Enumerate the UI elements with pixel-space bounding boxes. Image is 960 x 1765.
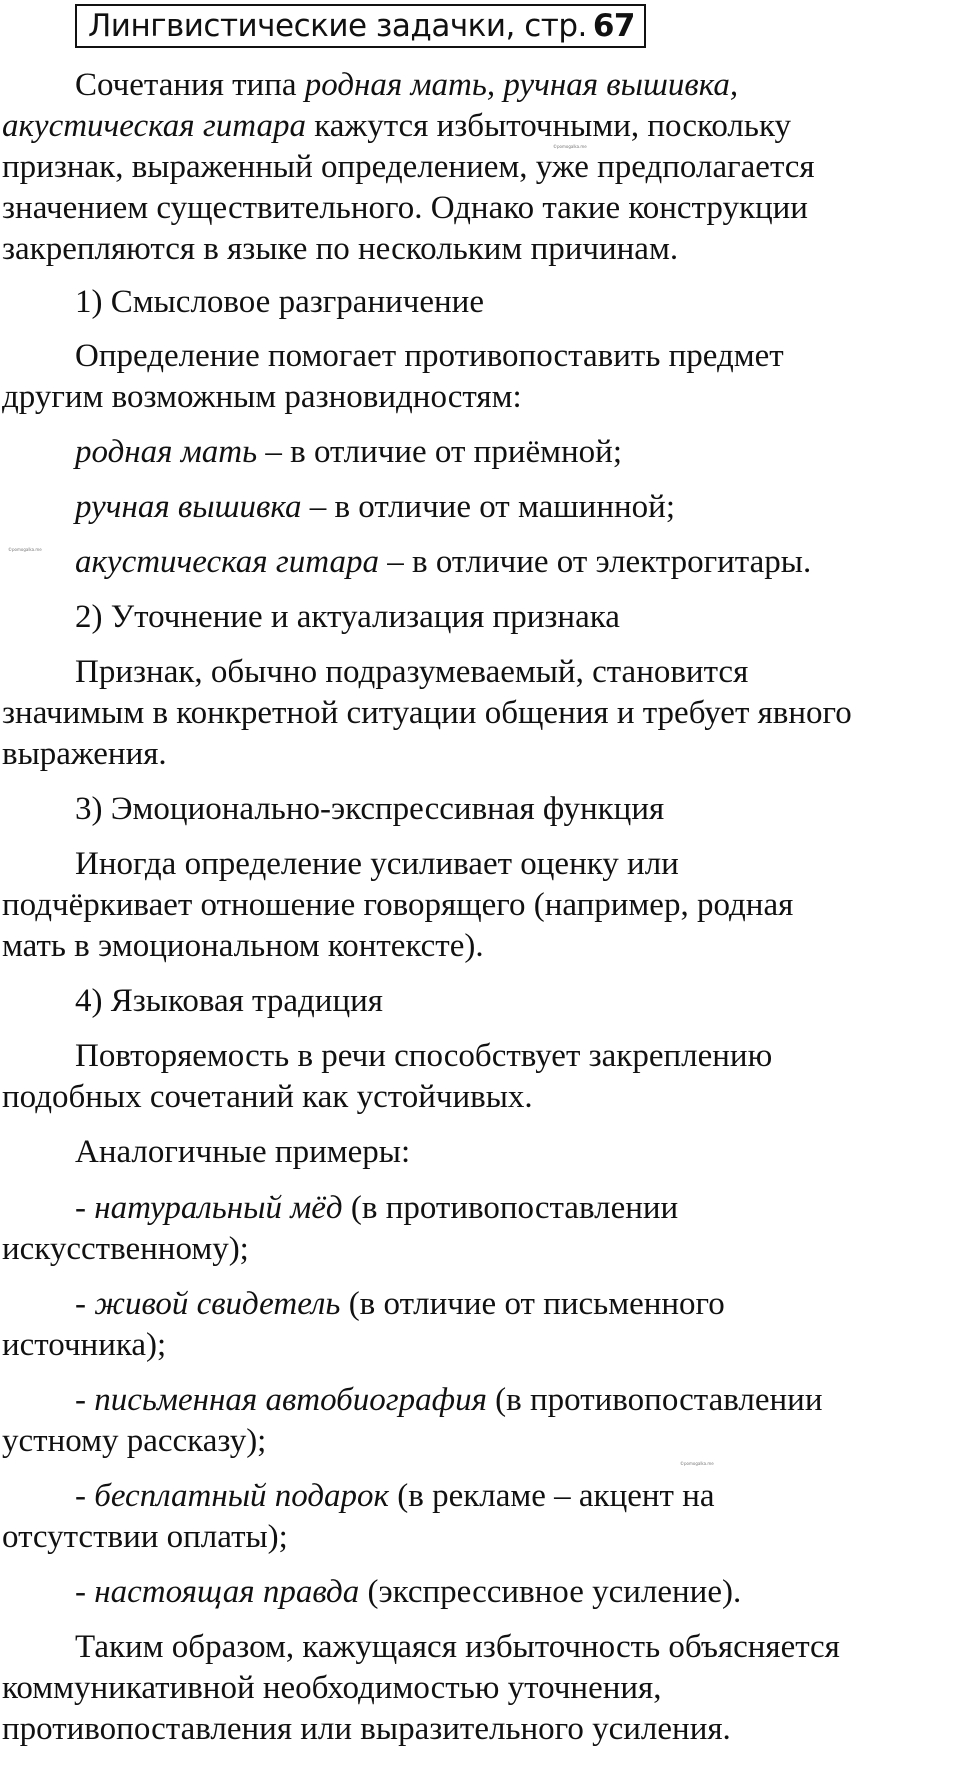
page-number: 67	[592, 7, 635, 44]
conclusion-line-2: коммуникативной необходимостью уточнения,	[2, 1670, 662, 1706]
list-dash: -	[75, 1286, 95, 1322]
example-text: (экспрессивное усиление).	[359, 1574, 742, 1610]
example-italic: ручная вышивка	[75, 489, 302, 525]
conclusion-line-3: противопоставления или выразительного усиления.	[2, 1711, 731, 1747]
analog-example-4	[75, 1476, 715, 1516]
example-italic: родная мать	[75, 434, 258, 470]
intro-example-italic: акустическая гитара	[2, 108, 306, 144]
header-title: Лингвистические задачки, стр.	[88, 7, 587, 44]
section-2-line-3: выражения.	[2, 736, 167, 772]
example-text: – в отличие от машинной;	[301, 489, 675, 525]
section-3-line-3: мать в эмоциональном контексте).	[2, 928, 484, 964]
example-italic: бесплатный подарок	[94, 1478, 389, 1514]
section-1-example-1	[75, 432, 622, 472]
section-1-line-1: Определение помогает противопоставить предмет	[75, 338, 784, 374]
example-text: (в рекламе – акцент на	[389, 1478, 715, 1514]
watermark-text: ©pomogalka.me	[680, 1461, 714, 1466]
watermark-text: ©pomogalka.me	[553, 144, 587, 149]
section-4-heading: 4) Языковая традиция	[75, 983, 383, 1019]
watermark-text: ©pomogalka.me	[8, 547, 42, 552]
intro-text: кажутся избыточными, поскольку	[305, 108, 792, 144]
section-3-line-1: Иногда определение усиливает оценку или	[75, 846, 679, 882]
section-1-example-3	[75, 542, 811, 582]
list-dash: -	[75, 1382, 95, 1418]
list-dash: -	[75, 1574, 95, 1610]
section-1-heading: 1) Смысловое разграничение	[75, 284, 484, 320]
page-header	[75, 4, 646, 48]
example-text: (в отличие от письменного	[340, 1286, 725, 1322]
example-italic: натуральный мёд	[94, 1190, 343, 1226]
analog-example-3	[75, 1380, 823, 1420]
examples-heading: Аналогичные примеры:	[75, 1134, 411, 1170]
section-2-heading: 2) Уточнение и актуализация признака	[75, 599, 620, 635]
list-dash: -	[75, 1190, 95, 1226]
list-dash: -	[75, 1478, 95, 1514]
section-3-heading: 3) Эмоционально-экспрессивная функция	[75, 791, 665, 827]
section-4-line-2: подобных сочетаний как устойчивых.	[2, 1079, 533, 1115]
analog-example-4-cont: отсутствии оплаты);	[2, 1519, 288, 1555]
section-1-line-2: другим возможным разновидностям:	[2, 379, 522, 415]
intro-line-4: значением существительного. Однако такие конструкции	[2, 190, 808, 226]
section-1-example-2	[75, 487, 675, 527]
analog-example-5	[75, 1572, 741, 1612]
section-2-line-2: значимым в конкретной ситуации общения и требует явного	[2, 695, 852, 731]
intro-line-5: закрепляются в языке по нескольким причинам.	[2, 231, 679, 267]
analog-example-2	[75, 1284, 725, 1324]
intro-text: Сочетания типа	[75, 67, 305, 103]
analog-example-1	[75, 1188, 678, 1228]
intro-example-italic: родная мать, ручная вышивка,	[304, 67, 739, 103]
intro-line-2	[2, 106, 791, 146]
example-text: (в противопоставлении	[486, 1382, 823, 1418]
analog-example-1-cont: искусственному);	[2, 1231, 249, 1267]
section-2-line-1: Признак, обычно подразумеваемый, становится	[75, 654, 749, 690]
example-italic: живой свидетель	[94, 1286, 341, 1322]
example-text: – в отличие от приёмной;	[257, 434, 622, 470]
intro-line-1	[75, 65, 738, 105]
intro-line-3: признак, выраженный определением, уже предполагается	[2, 149, 815, 185]
example-text: – в отличие от электрогитары.	[378, 544, 812, 580]
example-italic: акустическая гитара	[75, 544, 379, 580]
analog-example-2-cont: источника);	[2, 1327, 167, 1363]
example-italic: настоящая правда	[94, 1574, 360, 1610]
example-italic: письменная автобиография	[94, 1382, 487, 1418]
analog-example-3-cont: устному рассказу);	[2, 1423, 267, 1459]
section-4-line-1: Повторяемость в речи способствует закреплению	[75, 1038, 773, 1074]
conclusion-line-1: Таким образом, кажущаяся избыточность объясняется	[75, 1629, 840, 1665]
section-3-line-2: подчёркивает отношение говорящего (например, родная	[2, 887, 794, 923]
example-text: (в противопоставлении	[342, 1190, 679, 1226]
